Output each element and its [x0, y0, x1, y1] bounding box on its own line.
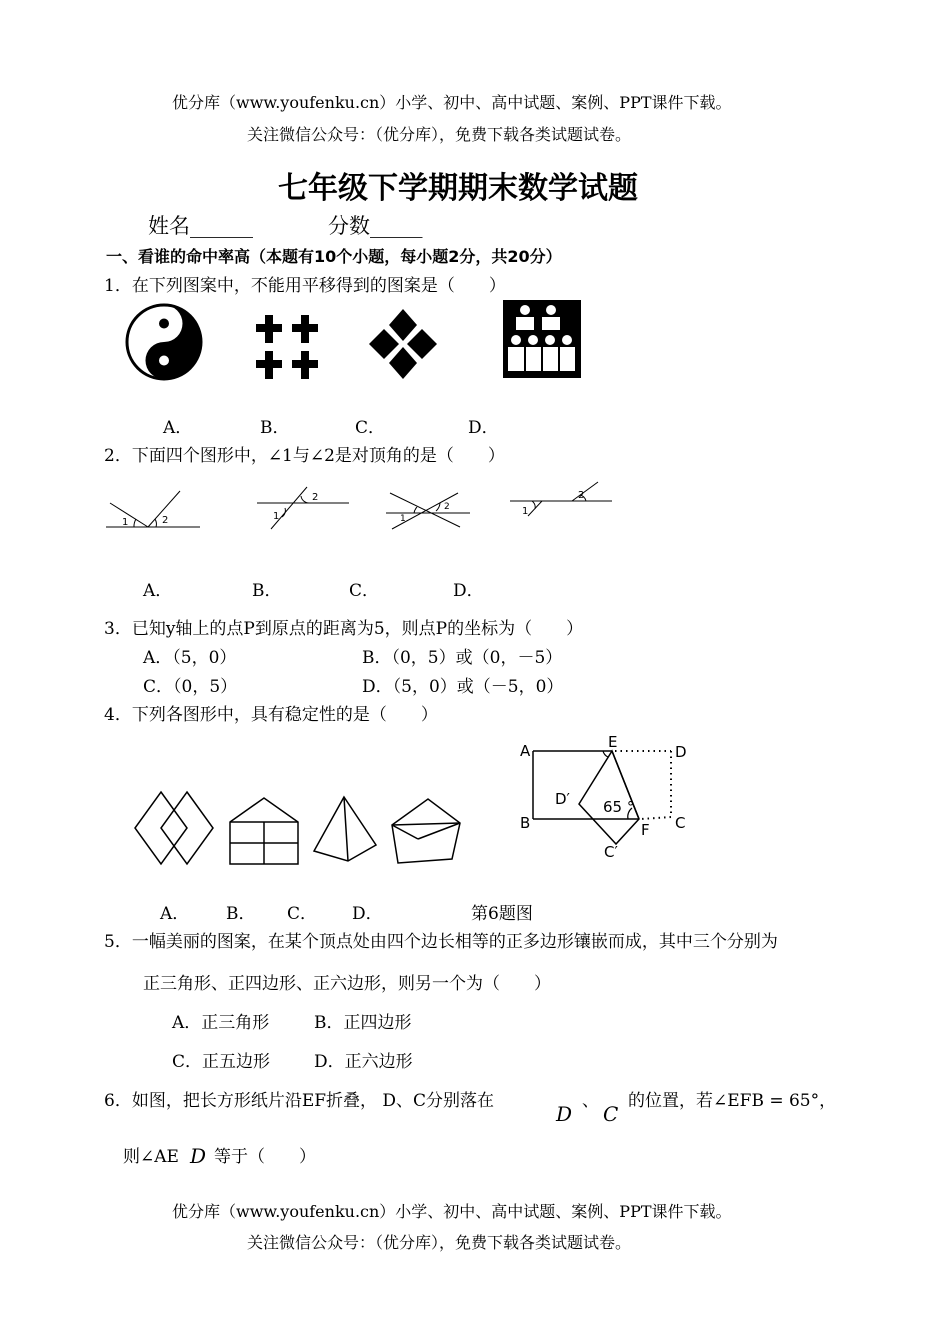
q1-option-a: A．	[163, 418, 193, 438]
name-field-label: 姓名______	[148, 214, 253, 238]
footer-line-1: 优分库（www.youfenku.cn）小学、初中、高中试题、案例、PPT课件下载。	[172, 1202, 732, 1221]
fig6-label-f: F	[641, 821, 650, 839]
fig6-label-dprime: D′	[555, 790, 570, 808]
q6-cprime-symbol: C	[603, 1102, 619, 1126]
q2a-angle-2-label: 2	[162, 515, 169, 526]
q1-crosses-figure	[254, 313, 322, 381]
q4-figure-b	[228, 796, 300, 866]
q4-option-b: B．	[226, 904, 256, 924]
fig6-label-cprime: C′	[604, 843, 618, 861]
q6-dprime-symbol: D	[556, 1102, 573, 1126]
question-2-text: 2．下面四个图形中，∠1与∠2是对顶角的是（ ）	[104, 446, 505, 466]
q3-option-d: D．（5，0）或（－5，0）	[362, 677, 564, 697]
q2-figure-a	[104, 485, 204, 535]
question-4-text: 4．下列各图形中，具有稳定性的是（ ）	[104, 705, 438, 725]
fig6-label-e: E	[608, 733, 618, 751]
q2-figure-c	[384, 485, 474, 535]
q2b-angle-2-label: 2	[312, 492, 319, 503]
section-1-heading: 一、看谁的命中率高（本题有10个小题，每小题2分，共20分）	[106, 247, 562, 266]
question-6-line-1a: 6．如图，把长方形纸片沿EF折叠， D、C分别落在	[104, 1091, 495, 1111]
q5-option-c: C．正五边形	[172, 1052, 271, 1072]
q1-option-c: C．	[355, 418, 386, 438]
q2d-angle-2-label: 2	[578, 490, 585, 501]
question-6-line-2b: 等于（ ）	[214, 1147, 316, 1167]
question-5-line-2: 正三角形、正四边形、正六边形，则另一个为（ ）	[143, 974, 551, 994]
q4-figure-a	[133, 790, 217, 870]
header-line-1: 优分库（www.youfenku.cn）小学、初中、高中试题、案例、PPT课件下载。	[172, 93, 732, 112]
q5-option-d: D．正六边形	[314, 1052, 413, 1072]
q1-option-d: D．	[468, 418, 499, 438]
q5-option-b: B．正四边形	[314, 1013, 412, 1033]
question-3-text: 3．已知y轴上的点P到原点的距离为5，则点P的坐标为（ ）	[104, 619, 584, 639]
question-1-text: 1．在下列图案中，不能用平移得到的图案是（ ）	[104, 276, 506, 296]
q3-option-c: C．（0，5）	[143, 677, 238, 697]
figure-6-caption: 第6题图	[471, 904, 533, 924]
q2-option-c: C．	[349, 581, 380, 601]
fig6-label-a: A	[520, 742, 531, 760]
q2-figure-b	[255, 483, 355, 533]
q3-option-b: B．（0，5）或（0，－5）	[362, 648, 563, 668]
fig6-label-c: C	[675, 814, 686, 832]
q3-option-a: A．（5，0）	[143, 648, 237, 668]
q2b-angle-1-label: 1	[273, 511, 280, 522]
q2-option-b: B．	[252, 581, 282, 601]
fig6-label-d: D	[675, 743, 687, 761]
page-title: 七年级下学期期末数学试题	[278, 171, 638, 206]
fig6-label-b: B	[520, 814, 531, 832]
q2-figure-d	[506, 478, 616, 528]
q2c-angle-2-label: 2	[444, 502, 450, 512]
question-6-line-1b: 的位置，若∠EFB = 65°，	[628, 1091, 837, 1111]
q4-option-c: C．	[287, 904, 318, 924]
footer-line-2: 关注微信公众号：（优分库），免费下载各类试题试卷。	[247, 1233, 632, 1252]
q5-option-a: A．正三角形	[172, 1013, 270, 1033]
q1-yinyang-figure	[124, 302, 204, 382]
fig6-angle-label: 65 °	[603, 798, 635, 816]
q1-diamonds-figure	[366, 307, 440, 381]
q6-separator: 、	[582, 1091, 599, 1111]
question-6-line-2a: 则∠AE	[123, 1147, 179, 1167]
q4-figure-d	[390, 795, 462, 865]
q4-figure-c	[310, 795, 380, 865]
q4-option-d: D．	[352, 904, 383, 924]
q2-option-d: D．	[453, 581, 484, 601]
score-field-label: 分数_____	[328, 214, 423, 238]
q2a-angle-1-label: 1	[122, 517, 129, 528]
q2c-angle-1-label: 1	[400, 514, 406, 524]
q4-option-a: A．	[160, 904, 190, 924]
q2-option-a: A．	[143, 581, 173, 601]
q1-option-b: B．	[260, 418, 290, 438]
q1-people-figure	[503, 300, 581, 378]
figure-6-diagram	[515, 733, 695, 864]
q2d-angle-1-label: 1	[522, 506, 529, 517]
header-line-2: 关注微信公众号：（优分库），免费下载各类试题试卷。	[247, 125, 632, 144]
q6-dprime-symbol-2: D	[190, 1144, 207, 1168]
question-5-line-1: 5．一幅美丽的图案，在某个顶点处由四个边长相等的正多边形镶嵌而成，其中三个分别为	[104, 932, 778, 952]
